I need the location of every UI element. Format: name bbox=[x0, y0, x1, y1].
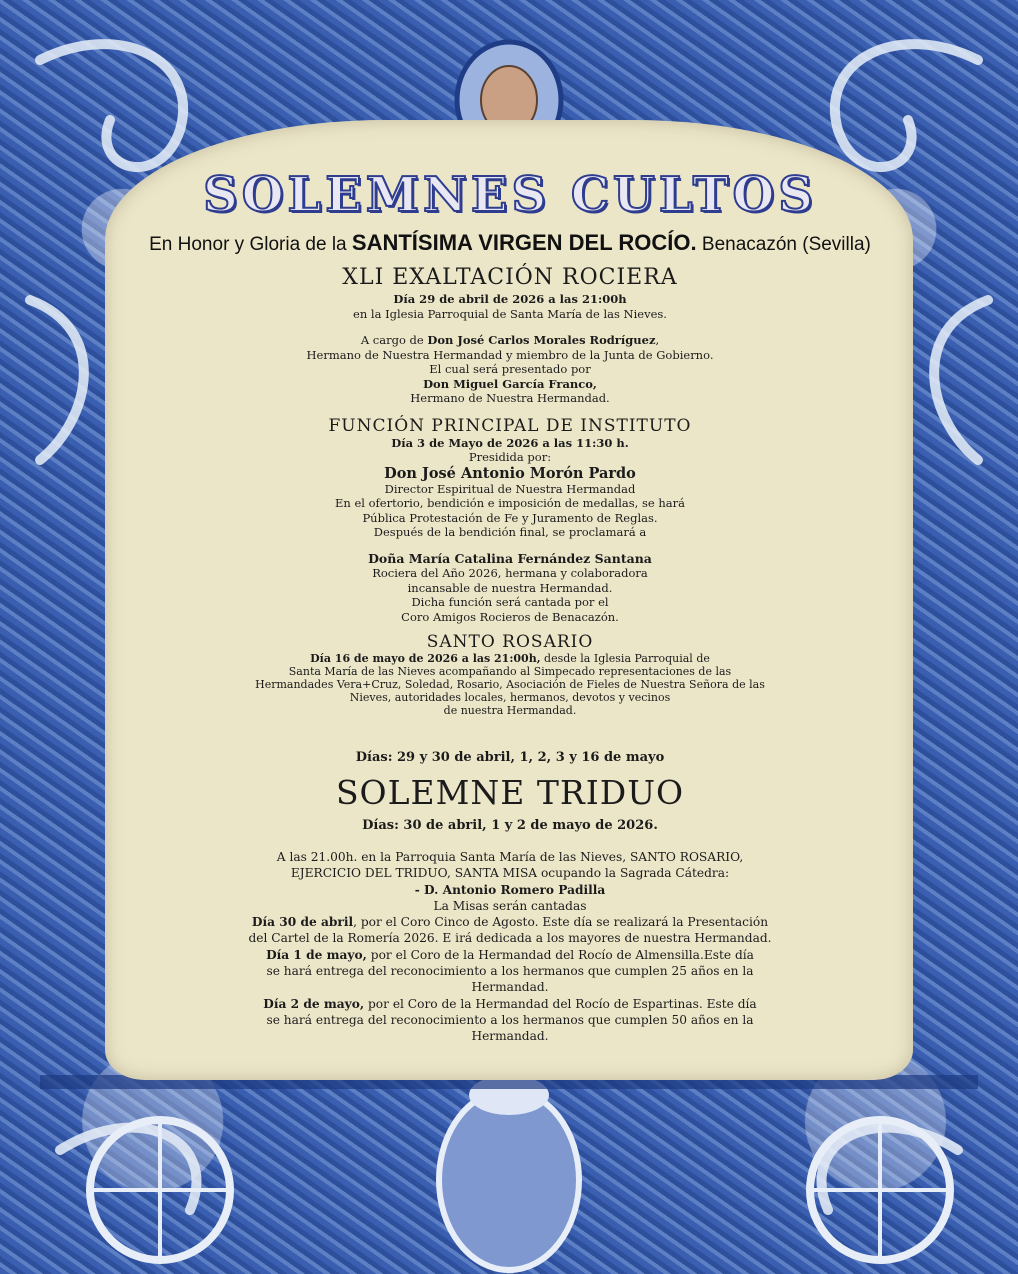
subtitle-bold: SANTÍSIMA VIRGEN DEL ROCÍO. bbox=[351, 230, 697, 255]
funcion-l2: Pública Protestación de Fe y Juramento de Reglas. bbox=[362, 510, 658, 525]
triduo-l3: La Misas serán cantadas bbox=[433, 898, 587, 913]
funcion-presider: Don José Antonio Morón Pardo bbox=[384, 464, 636, 482]
triduo-d30 bbox=[140, 914, 880, 930]
d1-rest: por el Coro de la Hermandad del Rocío de Almensilla.Este día bbox=[366, 947, 754, 962]
funcion-l1: En el ofertorio, bendición e imposición de medallas, se hará bbox=[335, 496, 685, 510]
funcion-rociera: Doña María Catalina Fernández Santana bbox=[368, 550, 652, 566]
rosario-l3: Nieves, autoridades locales, hermanos, devotos y vecinos bbox=[349, 691, 671, 704]
d30-bold: Día 30 de abril bbox=[251, 915, 354, 930]
subtitle bbox=[140, 230, 880, 256]
exaltacion-presenter-role: Hermano de Nuestra Hermandad. bbox=[410, 391, 610, 405]
triduo-l2: EJERCICIO DEL TRIDUO, SANTA MISA ocupando la Sagrada Cátedra: bbox=[290, 866, 730, 881]
exaltacion-date: Día 29 de abril de 2026 a las 21:00h bbox=[393, 292, 627, 306]
funcion-date: Día 3 de Mayo de 2026 a las 11:30 h. bbox=[391, 435, 629, 450]
subtitle-post: Benacazón (Sevilla) bbox=[701, 234, 871, 255]
funcion-role: Director Espiritual de Nuestra Hermandad bbox=[384, 481, 636, 496]
exaltacion-line3: El cual será presentado por bbox=[429, 362, 591, 376]
d1-bold: Día 1 de mayo, bbox=[266, 947, 367, 962]
triduo-heading: SOLEMNE TRIDUO bbox=[335, 773, 685, 812]
triduo-d1-l2: se hará entrega del reconocimiento a los hermanos que cumplen 25 años en la bbox=[266, 964, 754, 979]
funcion-r1: Rociera del Año 2026, hermana y colaboradora bbox=[372, 566, 648, 580]
rosario-date-post: desde la Iglesia Parroquial de bbox=[540, 652, 710, 665]
d2-bold: Día 2 de mayo, bbox=[263, 996, 365, 1011]
exaltacion-place: en la Iglesia Parroquial de Santa María de las Nieves. bbox=[353, 306, 667, 321]
cargo-name: Don José Carlos Morales Rodríguez bbox=[427, 333, 656, 347]
exaltacion-heading: XLI EXALTACIÓN ROCIERA bbox=[342, 265, 678, 290]
triduo-preacher: - D. Antonio Romero Padilla bbox=[414, 882, 606, 897]
funcion-l3: Después de la bendición final, se proclamará a bbox=[373, 525, 647, 539]
triduo-d1 bbox=[140, 947, 880, 963]
funcion-r2: incansable de nuestra Hermandad. bbox=[407, 580, 613, 595]
subtitle-pre: En Honor y Gloria de la bbox=[149, 234, 347, 255]
d2-rest: por el Coro de la Hermandad del Rocío de Espartinas. Este día bbox=[364, 996, 757, 1011]
rosario-l2: Hermandades Vera+Cruz, Soledad, Rosario, Asociación de Fieles de Nuestra Señora de las bbox=[255, 678, 765, 691]
cargo-post: , bbox=[655, 333, 660, 347]
all-days-line: Días: 29 y 30 de abril, 1, 2, 3 y 16 de mayo bbox=[355, 750, 665, 765]
exaltacion-line2: Hermano de Nuestra Hermandad y miembro de la Junta de Gobierno. bbox=[306, 347, 714, 362]
content bbox=[140, 168, 880, 1045]
rosario-l1: Santa María de las Nieves acompañando al Simpecado representaciones de las bbox=[288, 665, 732, 678]
main-title: SOLEMNES CULTOS bbox=[203, 167, 817, 223]
rosario-l4: de nuestra Hermandad. bbox=[443, 704, 577, 717]
exaltacion-cargo bbox=[140, 333, 880, 348]
triduo-l1: A las 21.00h. en la Parroquia Santa María de las Nieves, SANTO ROSARIO, bbox=[276, 850, 744, 864]
triduo-days: Días: 30 de abril, 1 y 2 de mayo de 2026. bbox=[362, 818, 658, 833]
triduo-d1-l3: Hermandad. bbox=[471, 980, 549, 995]
funcion-presidida: Presidida por: bbox=[468, 450, 552, 464]
d30-rest: , por el Coro Cinco de Agosto. Este día se realizará la Presentación bbox=[353, 915, 769, 930]
triduo-d2 bbox=[140, 996, 880, 1012]
funcion-heading: FUNCIÓN PRINCIPAL DE INSTITUTO bbox=[328, 415, 692, 436]
triduo-d2-l3: Hermandad. bbox=[471, 1029, 549, 1044]
rosario-date-line bbox=[140, 652, 880, 665]
exaltacion-presenter: Don Miguel García Franco, bbox=[423, 376, 597, 391]
cargo-pre: A cargo de bbox=[360, 333, 424, 347]
rosario-heading: SANTO ROSARIO bbox=[426, 632, 594, 652]
funcion-r3: Dicha función será cantada por el bbox=[411, 595, 609, 609]
triduo-d2-l2: se hará entrega del reconocimiento a los hermanos que cumplen 50 años en la bbox=[266, 1012, 754, 1027]
rosario-date: Día 16 de mayo de 2026 a las 21:00h, bbox=[310, 652, 541, 665]
funcion-r4: Coro Amigos Rocieros de Benacazón. bbox=[401, 609, 619, 624]
triduo-d30-l2: del Cartel de la Romería 2026. E irá dedicada a los mayores de nuestra Hermandad. bbox=[248, 931, 772, 946]
